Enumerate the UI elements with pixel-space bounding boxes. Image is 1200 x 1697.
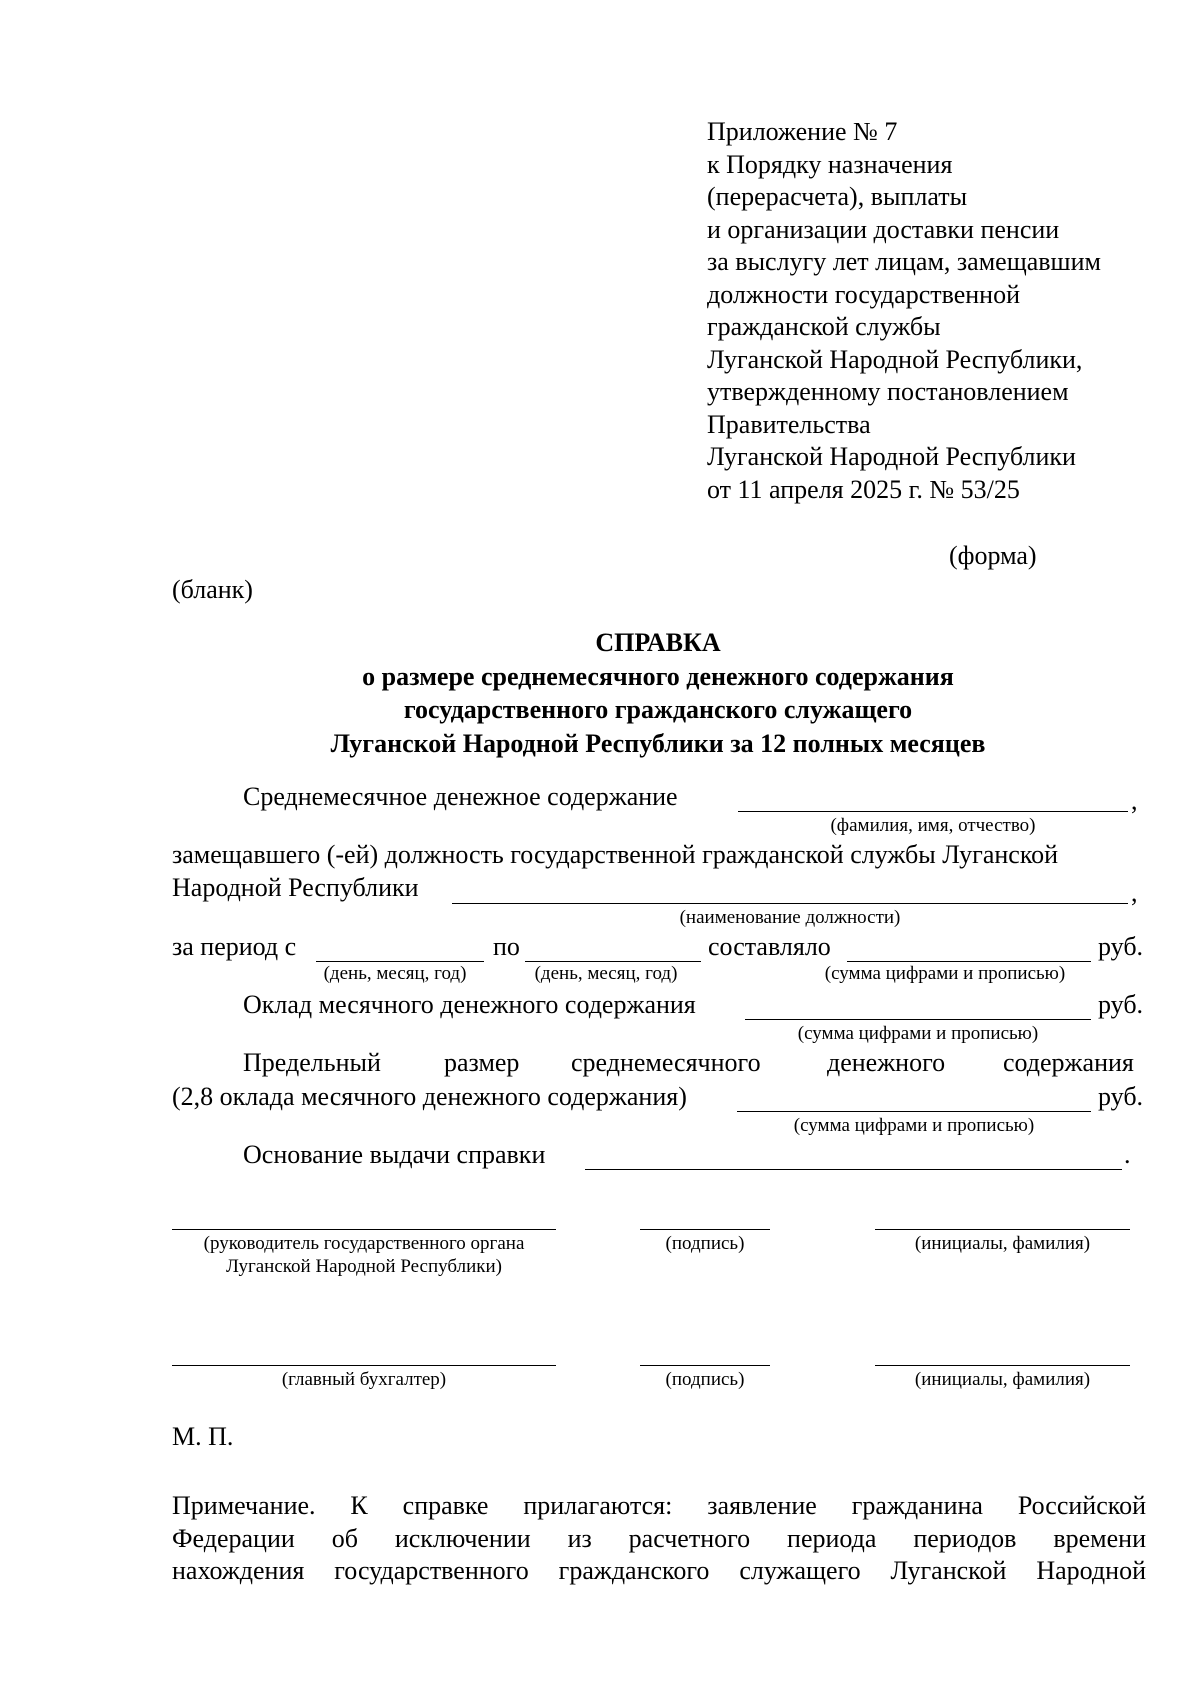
basis-label: Основание выдачи справки <box>243 1140 546 1169</box>
appendix-line: от 11 апреля 2025 г. № 53/25 <box>707 474 1020 504</box>
note-line: Примечание. К справке прилагаются: заявление гражданина Российской <box>172 1491 1146 1520</box>
appendix-line: Луганской Народной Республики, <box>707 344 1083 374</box>
date-to-field[interactable] <box>525 961 701 962</box>
date-from-caption: (день, месяц, год) <box>323 963 467 984</box>
date-from-field[interactable] <box>316 961 484 962</box>
appendix-block <box>707 116 1101 506</box>
appendix-line: Луганской Народной Республики <box>707 442 1076 471</box>
limit-sum-caption: (сумма цифрами и прописью) <box>793 1115 1035 1136</box>
salary-label: Оклад месячного денежного содержания <box>243 990 696 1019</box>
period-from-label: за период с <box>172 932 297 961</box>
limit-word: среднемесячного <box>571 1048 761 1077</box>
republic-text: Народной Республики <box>172 873 419 902</box>
appendix-line: (перерасчета), выплаты <box>707 182 968 211</box>
limit-sum-field[interactable] <box>737 1111 1091 1112</box>
initials-caption: (инициалы, фамилия) <box>914 1233 1091 1254</box>
title-subline: Луганской Народной Республики за 12 полных месяцев <box>330 729 986 758</box>
title-subline: государственного гражданского служащего <box>403 695 913 724</box>
rub-label: руб. <box>1098 990 1144 1019</box>
limit-word: размер <box>444 1048 520 1077</box>
note-line: Федерации об исключении из расчетного периода периодов времени <box>172 1523 1146 1553</box>
comma: , <box>1131 878 1138 907</box>
date-to-caption: (день, месяц, год) <box>534 963 678 984</box>
accountant-signature-field[interactable] <box>640 1365 770 1366</box>
appendix-line: к Порядку назначения <box>707 149 953 179</box>
period-sum-field[interactable] <box>847 961 1091 962</box>
limit-word: Предельный <box>243 1048 381 1077</box>
note-line: нахождения государственного гражданского служащего Луганской Народной <box>172 1556 1146 1585</box>
initials-caption: (инициалы, фамилия) <box>914 1369 1091 1390</box>
fio-caption: (фамилия, имя, отчество) <box>830 815 1036 836</box>
appendix-line: должности государственной <box>707 279 1021 309</box>
head-name-field[interactable] <box>172 1229 556 1230</box>
form-label: (форма) <box>949 541 1037 570</box>
title-subline: о размере среднемесячного денежного содержания <box>362 662 954 691</box>
accountant-name-field[interactable] <box>172 1365 556 1366</box>
position-caption: (наименование должности) <box>679 907 901 928</box>
appendix-line: утвержденному постановлением <box>707 377 1069 406</box>
period-sum-caption: (сумма цифрами и прописью) <box>824 963 1066 984</box>
head-caption: (руководитель государственного органа <box>203 1233 525 1254</box>
head-signature-field[interactable] <box>640 1229 770 1230</box>
period-to-label: по <box>493 932 520 961</box>
note-block <box>172 1490 1146 1588</box>
position-text: замещавшего (-ей) должность государственной гражданской службы Луганской <box>172 840 1059 869</box>
appendix-line: Приложение № 7 <box>707 117 898 146</box>
head-initials-field[interactable] <box>875 1229 1130 1230</box>
rub-label: руб. <box>1098 932 1144 961</box>
salary-sum-caption: (сумма цифрами и прописью) <box>797 1023 1039 1044</box>
position-field[interactable] <box>452 903 1128 904</box>
accountant-initials-field[interactable] <box>875 1365 1130 1366</box>
amounted-label: составляло <box>708 932 831 961</box>
signature-caption: (подпись) <box>665 1369 745 1390</box>
period-end: . <box>1124 1140 1131 1169</box>
stamp-label: М. П. <box>172 1422 234 1451</box>
avg-salary-label: Среднемесячное денежное содержание <box>243 782 678 811</box>
limit-line2: (2,8 оклада месячного денежного содержания) <box>172 1082 687 1111</box>
accountant-caption: (главный бухгалтер) <box>281 1369 447 1390</box>
appendix-line: и организации доставки пенсии <box>707 214 1060 244</box>
basis-field[interactable] <box>585 1169 1122 1170</box>
fio-field[interactable] <box>738 811 1128 812</box>
comma: , <box>1131 786 1138 815</box>
rub-label: руб. <box>1098 1082 1144 1111</box>
limit-word: содержания <box>1003 1048 1134 1077</box>
appendix-line: за выслугу лет лицам, замещавшим <box>707 247 1101 276</box>
blank-label: (бланк) <box>172 575 253 604</box>
salary-sum-field[interactable] <box>745 1019 1091 1020</box>
appendix-line: гражданской службы <box>707 312 941 341</box>
appendix-line: Правительства <box>707 409 871 439</box>
head-caption: Луганской Народной Республики) <box>226 1256 502 1277</box>
document-title: СПРАВКА <box>595 628 721 657</box>
signature-caption: (подпись) <box>665 1233 745 1254</box>
limit-word: денежного <box>827 1048 946 1077</box>
